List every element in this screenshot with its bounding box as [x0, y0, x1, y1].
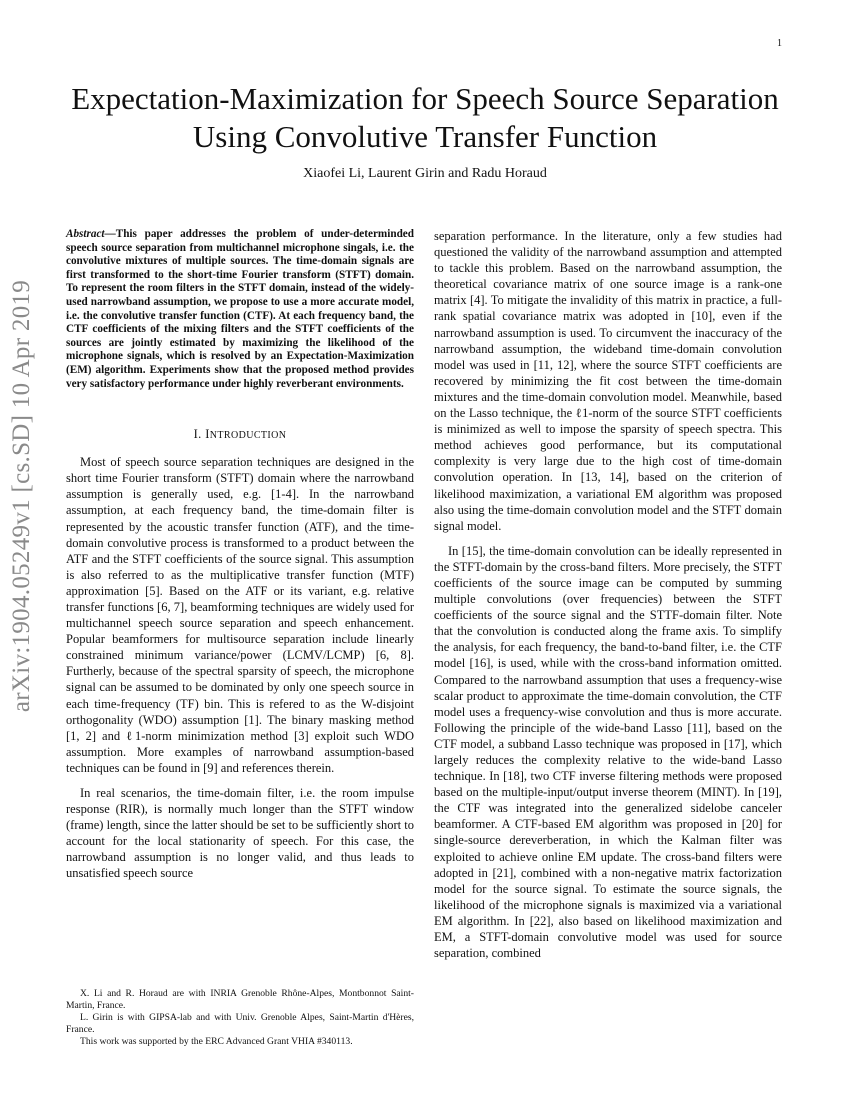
page-number: 1 — [777, 38, 782, 49]
body-paragraph: In real scenarios, the time-domain filter, i.e. the room impulse response (RIR), is normally much longer than the STFT window (frame) length, since the latter should be set to be sufficiently short to account for the local stationarity of speech. For this case, the narrowband assumption is no longer valid, and thus leads to unsatisfied speech source — [66, 786, 414, 881]
arxiv-identifier-stamp — [2, 279, 42, 713]
paper-title: Expectation-Maximization for Speech Source Separation Using Convolutive Transfer Function — [71, 81, 779, 154]
arxiv-identifier-text: arXiv:1904.05249v1 [cs.SD] 10 Apr 2019 — [8, 279, 35, 713]
abstract-label: Abstract — [66, 228, 105, 240]
section-title-rest: NTRODUCTION — [209, 430, 287, 442]
paper-authors: Xiaofei Li, Laurent Girin and Radu Horaud — [303, 166, 547, 181]
section-heading-introduction — [66, 427, 414, 442]
footnote: L. Girin is with GIPSA-lab and with Univ. Grenoble Alpes, Saint-Martin d'Hères, France. — [66, 1012, 414, 1035]
section-title-initial: I — [205, 427, 210, 442]
footnotes — [66, 988, 414, 1048]
left-column — [66, 228, 414, 882]
footnote: This work was supported by the ERC Advanced Grant VHIA #340113. — [80, 1036, 353, 1047]
body-paragraph: separation performance. In the literature, only a few studies had questioned the validity of the narrowband assumption and attempted to tackle this problem. Based on the narrowband assumption, the theoretical covariance matrix of one source image is a rank-one matrix [4]. To mitigate the invalidity of this matrix in practice, a full-rank spatial covariance matrix was adopted in [10], even if the narrowband assumption is used. To circumvent the inaccuracy of the narrowband assumption, the wideband time-domain convolution model was used in [11, 12], where the source STFT coefficients are recovered by minimizing the fit cost between the time-domain mixtures and the time-domain convolution model. Meanwhile, based on the Lasso technique, the ℓ1-norm of the source STFT coefficients is minimized as well to impose the sparsity of speech spectra. This method achieves good performance, but its computational complexity is very large due to the high cost of time-domain convolution operation. In [13, 14], based on the criterion of likelihood maximization, a variational EM algorithm was proposed also using the time-domain convolution model and the STFT domain signal model. — [434, 229, 782, 533]
right-column — [434, 228, 782, 961]
section-number: I. — [193, 427, 202, 442]
footnote: X. Li and R. Horaud are with INRIA Grenoble Rhône-Alpes, Montbonnot Saint-Martin, France. — [66, 988, 414, 1011]
body-paragraph: Most of speech source separation techniques are designed in the short time Fourier transform (STFT) domain where the narrowband assumption is generally used, e.g. [1-4]. In the narrowband assumption, at each frequency band, the time-domain filter is represented by the acoustic transfer function (ATF), and the time-domain convolutive process is transformed to a product between the ATF and the STFT coefficients of the source signal. This assumption is also referred to as the multiplicative transfer function (MTF) approximation [5]. Based on the ATF or its variant, e.g. relative transfer functions [6, 7], beamforming techniques are widely used for multichannel speech source separation and speech enhancement. Popular beamformers for multisource separation include linearly constrained minimum variance/power (LCMV/LCMP) [6, 8]. Furtherly, because of the spectral sparsity of speech, the microphone signal can be assumed to be dominated by only one speech source in each time-frequency (TF) bin. This is refered to as the W-disjoint orthogonality (WDO) assumption [1]. The binary masking method [1, 2] and ℓ1-norm minimization method [3] exploit such WDO assumption. More examples of narrowband assumption-based techniques can be found in [9] and references therein. — [66, 455, 414, 775]
abstract-text: —This paper addresses the problem of under-determinded speech source separation from multichannel microphone singals, i.e. the convolutive mixtures of multiple sources. The time-domain signals are first transformed to the short-time Fourier transform (STFT) domain. To represent the room filters in the STFT domain, instead of the widely-used narrowband assumption, we propose to use a more accurate model, i.e. the convolutive transfer function (CTF). At each frequency band, the CTF coefficients of the mixing filters and the STFT coefficients of the sources are jointly estimated by maximizing the likelihood of the microphone signals, which is resolved by an Expectation-Maximization (EM) algorithm. Experiments show that the proposed method provides very satisfactory performance under highly reverberant environments. — [66, 228, 414, 390]
body-paragraph: In [15], the time-domain convolution can be ideally represented in the STFT-domain by the cross-band filters. More precisely, the STFT coefficients of the source image can be computed by summing multiple convolutions (over frequencies) between the STFT coefficients of the source signal and the STTF-domain filter. Note that the convolution is conducted along the frame axis. To simplify the analysis, for each frequency, the band-to-band filter, i.e. the CTF model [16], is used, while with the cross-band information omitted. Compared to the narrowband assumption that uses a frequency-wise scalar product to approximate the time-domain convolution, the CTF model uses a frequency-wise convolution and thus is more accurate. Following the principle of the wide-band Lasso [11], based on the CTF model, a subband Lasso technique was proposed in [17], which largely reduces the complexity relative to the wide-band Lasso technique. In [18], two CTF inverse filtering methods were proposed based on the multiple-input/output inverse theorem (MINT). In [19], the CTF was integrated into the generalized sidelobe canceler beamformer. A CTF-based EM algorithm was proposed in [20] for single-source dereverberation, in which the Kalman filter was exploited to achieve online EM update. The cross-band filters were adopted in [21], combined with a non-negative matrix factorization model for the source signal. To estimate the source signals, the likelihood of the microphone signals is maximized via a variational EM algorithm. In [22], also based on likelihood maximization and EM, a STFT-domain convolutive model was used for source separation, combined — [434, 543, 782, 961]
abstract — [66, 228, 414, 391]
